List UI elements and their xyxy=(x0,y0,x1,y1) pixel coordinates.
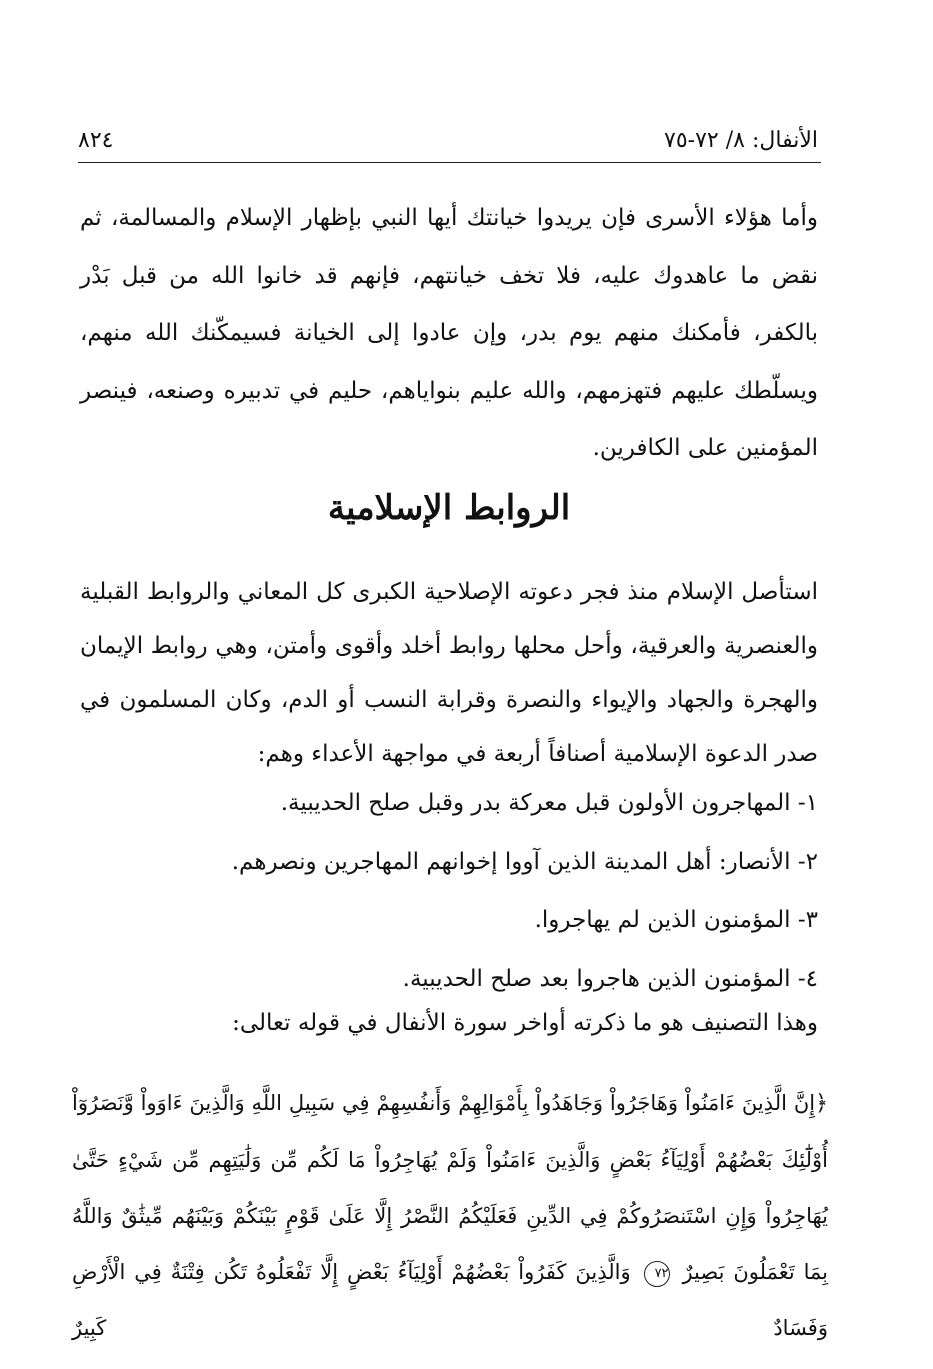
quran-verses xyxy=(72,1075,828,1356)
categories-list xyxy=(232,774,818,1008)
intro-paragraph: استأصل الإسلام منذ فجر دعوته الإصلاحية الكبرى كل المعاني والروابط القبلية والعنصرية والعرقية، وأحل محلها روابط أخلد وأقوى وأمتن، وهي روابط الإيمان والهجرة والجهاد والإيواء والنصرة وقرابة النسب أو الدم، وكان المسلمون في صدر الدعوة الإسلامية أصنافاً أربعة في مواجهة الأعداء وهم: xyxy=(80,579,818,767)
list-item: ١- المهاجرون الأولون قبل معركة بدر وقبل صلح الحديبية. xyxy=(280,790,818,816)
page-header xyxy=(78,122,818,158)
verse-introduction: وهذا التصنيف هو ما ذكرته أواخر سورة الأنفال في قوله تعالى: xyxy=(232,1010,818,1036)
header-divider xyxy=(78,162,821,163)
surah-reference: الأنفال: ٨/ ٧٢-٧٥ xyxy=(664,127,818,153)
list-item: ٣- المؤمنون الذين لم يهاجروا. xyxy=(534,907,818,933)
page-number: ٨٢٤ xyxy=(78,127,114,153)
commentary-paragraph: وأما هؤلاء الأسرى فإن يريدوا خيانتك أيها النبي بإظهار الإسلام والمسالمة، ثم نقض ما عاهدوك عليه، فلا تخف خيانتهم، فإنهم قد خانوا الله من قبل بَدْر بالكفر، فأمكنك منهم يوم بدر، وإن عادوا إلى الخيانة فسيمكّنك الله منهم، ويسلّطك عليهم فتهزمهم، والله عليم بنواياهم، حليم في تدبيره وصنعه، فينصر المؤمنين على الكافرين. xyxy=(80,205,818,462)
list-item: ٤- المؤمنون الذين هاجروا بعد صلح الحديبية. xyxy=(402,965,818,992)
verse-73-text: وَالَّذِينَ كَفَرُواْ بَعْضُهُمْ أَوْلِيَآءُ بَعْضٍ إِلَّا تَفْعَلُوهُ تَكُن فِتْنَةٌ فِي الْأَرْضِ وَفَسَادٌ كَبِيرٌ xyxy=(72,1260,828,1340)
verse-72-text: إِنَّ الَّذِينَ ءَامَنُواْ وَهَاجَرُواْ وَجَاهَدُواْ بِأَمْوَالِهِمْ وَأَنفُسِهِمْ فِي سَبِيلِ اللَّهِ وَالَّذِينَ ءَاوَواْ وَّنَصَرُوٓاْ أُوْلَٰٓئِكَ بَعْضُهُمْ أَوْلِيَآءُ بَعْضٍ وَالَّذِينَ ءَامَنُواْ وَلَمْ يُهَاجِرُواْ مَا لَكُم مِّن وَلَٰيَتِهِم مِّن شَيْءٍ حَتَّىٰ يُهَاجِرُواْ وَإِنِ اسْتَنصَرُوكُمْ فِي الدِّينِ فَعَلَيْكُمُ النَّصْرُ إِلَّا عَلَىٰ قَوْمٍ بَيْنَكُمْ وَبَيْنَهُم مِّيثَٰقٌ وَاللَّهُ بِمَا تَعْمَلُونَ بَصِيرٌ xyxy=(72,1091,828,1284)
verse-number-marker: ٧٢ xyxy=(644,1261,670,1287)
list-item: ٢- الأنصار: أهل المدينة الذين آووا إخوانهم المهاجرين ونصرهم. xyxy=(231,848,818,875)
section-heading: الروابط الإسلامية xyxy=(327,488,571,528)
open-bracket: ﴿ xyxy=(815,1091,828,1116)
